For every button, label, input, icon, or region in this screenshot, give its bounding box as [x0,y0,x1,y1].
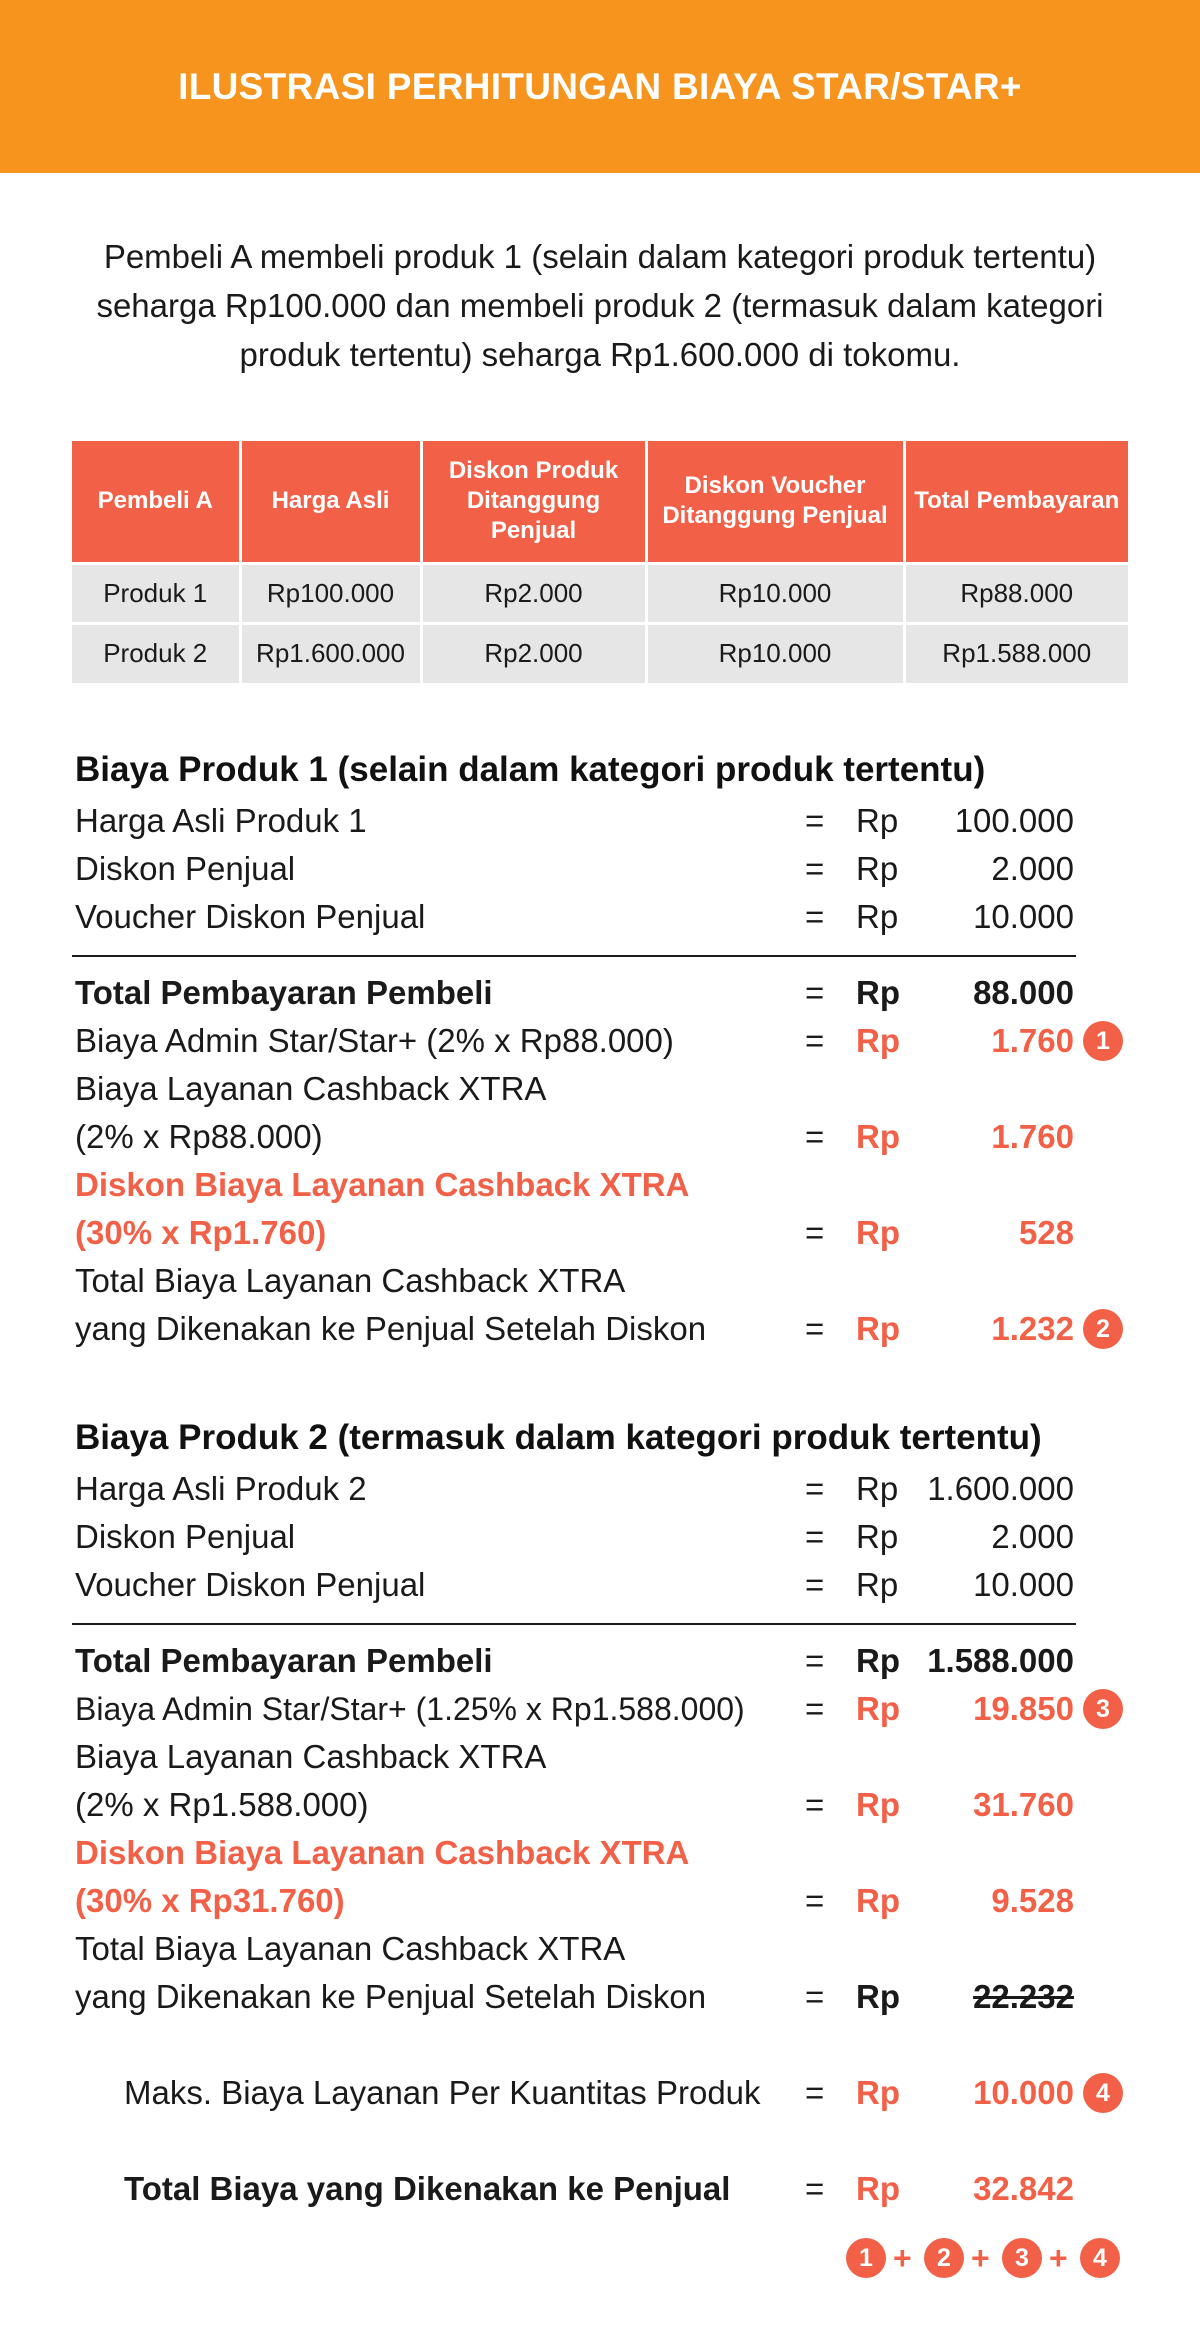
equals-sign: = [805,1118,825,1155]
s2-total-value: 1.588.000 [927,1642,1074,1679]
step-badge-4: 4 [1083,2073,1123,2113]
equals-sign: = [805,1470,825,1507]
formula-plus: + [971,2240,990,2276]
s2-setelah-row2 [0,1973,1200,2021]
s1-diskonlayanan-label1: Diskon Biaya Layanan Cashback XTRA [75,1166,690,1203]
equals-sign: = [805,974,825,1011]
table-cell: Rp2.000 [421,623,646,683]
formula-plus: + [1049,2240,1068,2276]
s1-layanan-row2 [0,1113,1200,1161]
step-badge-1: 1 [1083,1021,1123,1061]
equals-sign: = [805,1566,825,1603]
s2-layanan-label1: Biaya Layanan Cashback XTRA [75,1738,547,1775]
currency-label: Rp [856,974,900,1011]
s2-admin-value: 19.850 [973,1690,1074,1727]
s1-setelah-label1: Total Biaya Layanan Cashback XTRA [75,1262,626,1299]
s2-voucher-label: Voucher Diskon Penjual [75,1566,426,1603]
currency-label: Rp [856,1882,900,1919]
table-cell: Rp100.000 [240,563,421,623]
grand-total-value: 32.842 [973,2170,1074,2207]
s1-diskon-label: Diskon Penjual [75,850,296,887]
s1-harga-value: 100.000 [954,802,1074,839]
table-cell: Produk 2 [72,623,240,683]
s2-diskonlayanan-value: 9.528 [991,1882,1074,1919]
s2-diskon-row [0,1513,1200,1561]
s1-diskonlayanan-value: 528 [1018,1214,1074,1251]
s2-harga-row [0,1465,1200,1513]
s2-maks-label: Maks. Biaya Layanan Per Kuantitas Produk [124,2074,761,2111]
currency-label: Rp [856,802,899,839]
s1-total-value: 88.000 [973,974,1074,1011]
currency-label: Rp [856,850,899,887]
s2-total-row [0,1637,1200,1685]
col-header-total: Total Pembayaran [904,441,1128,563]
s1-diskonlayanan-row2 [0,1209,1200,1257]
s1-total-row [0,969,1200,1017]
currency-label: Rp [856,2074,900,2111]
s2-setelah-row1 [0,1925,1200,1973]
s1-diskon-row [0,845,1200,893]
currency-label: Rp [856,1470,899,1507]
s1-layanan-label1: Biaya Layanan Cashback XTRA [75,1070,547,1107]
s1-admin-row [0,1017,1200,1065]
s1-layanan-label2: (2% x Rp88.000) [75,1118,323,1155]
table-cell: Rp10.000 [646,563,904,623]
s2-admin-row [0,1685,1200,1733]
s2-harga-label: Harga Asli Produk 2 [75,1470,367,1507]
s2-diskonlayanan-label1: Diskon Biaya Layanan Cashback XTRA [75,1834,690,1871]
table-header-row [72,441,1128,563]
formula-plus: + [893,2240,912,2276]
currency-label: Rp [856,1518,899,1555]
s1-diskon-value: 2.000 [991,850,1074,887]
equals-sign: = [805,2170,825,2207]
s2-diskonlayanan-label2: (30% x Rp31.760) [75,1882,345,1919]
s1-harga-label: Harga Asli Produk 1 [75,802,367,839]
s2-voucher-row [0,1561,1200,1609]
equals-sign: = [805,1690,825,1727]
col-header-pembeli: Pembeli A [72,441,240,563]
s2-setelah-label1: Total Biaya Layanan Cashback XTRA [75,1930,626,1967]
s2-layanan-label2: (2% x Rp1.588.000) [75,1786,369,1823]
col-header-diskon-voucher: Diskon Voucher Ditanggung Penjual [646,441,904,563]
equals-sign: = [805,1978,825,2015]
equals-sign: = [805,2074,825,2111]
s2-maks-row [0,2069,1200,2117]
formula-badge-1: 1 [846,2238,886,2278]
col-header-diskon-produk: Diskon Produk Ditanggung Penjual [421,441,646,563]
header-banner [0,0,1200,173]
s2-voucher-value: 10.000 [973,1566,1074,1603]
equals-sign: = [805,1022,825,1059]
grand-total-row [0,2165,1200,2213]
col-header-harga-asli: Harga Asli [240,441,421,563]
equals-sign: = [805,1642,825,1679]
s2-total-label: Total Pembayaran Pembeli [75,1642,493,1679]
s2-layanan-row2 [0,1781,1200,1829]
s1-setelah-row1 [0,1257,1200,1305]
s1-diskonlayanan-row1 [0,1161,1200,1209]
currency-label: Rp [856,1566,899,1603]
s1-harga-row [0,797,1200,845]
s2-setelah-label2: yang Dikenakan ke Penjual Setelah Diskon [75,1978,707,2015]
table-cell: Rp2.000 [421,563,646,623]
table-cell: Rp10.000 [646,623,904,683]
s1-layanan-value: 1.760 [991,1118,1074,1155]
currency-label: Rp [856,1978,900,2015]
intro-text: Pembeli A membeli produk 1 (selain dalam kategori produk tertentu) seharga Rp100.000 dan membeli produk 2 (termasuk dalam kategori produk tertentu) seharga Rp1.600.000 di tokomu. [96,238,1104,373]
section2-title: Biaya Produk 2 (termasuk dalam kategori produk tertentu) [75,1418,1042,1457]
equals-sign: = [805,850,825,887]
step-badge-3: 3 [1083,1689,1123,1729]
grand-total-label: Total Biaya yang Dikenakan ke Penjual [124,2170,731,2207]
s2-maks-value: 10.000 [973,2074,1074,2111]
s1-setelah-row2 [0,1305,1200,1353]
s1-voucher-row [0,893,1200,941]
section1-divider [72,955,1076,957]
currency-label: Rp [856,1690,900,1727]
page-title: ILUSTRASI PERHITUNGAN BIAYA STAR/STAR+ [178,65,1022,107]
s2-harga-value: 1.600.000 [927,1470,1074,1507]
equals-sign: = [805,1214,825,1251]
currency-label: Rp [856,1022,900,1059]
purchase-table [72,441,1128,683]
s1-voucher-value: 10.000 [973,898,1074,935]
s1-admin-value: 1.760 [991,1022,1074,1059]
formula-badge-4: 4 [1080,2238,1120,2278]
s2-diskon-label: Diskon Penjual [75,1518,296,1555]
s2-diskon-value: 2.000 [991,1518,1074,1555]
table-cell: Rp88.000 [904,563,1128,623]
s1-total-label: Total Pembayaran Pembeli [75,974,493,1011]
s1-admin-label: Biaya Admin Star/Star+ (2% x Rp88.000) [75,1022,674,1059]
table-row [72,623,1128,683]
table-cell: Rp1.600.000 [240,623,421,683]
s2-diskonlayanan-row1 [0,1829,1200,1877]
equals-sign: = [805,1786,825,1823]
currency-label: Rp [856,1310,900,1347]
table-row [72,563,1128,623]
s2-admin-label: Biaya Admin Star/Star+ (1.25% x Rp1.588.000) [75,1691,745,1727]
s1-setelah-label2: yang Dikenakan ke Penjual Setelah Diskon [75,1310,707,1347]
equals-sign: = [805,1882,825,1919]
formula-badge-2: 2 [924,2238,964,2278]
currency-label: Rp [856,2170,900,2207]
currency-label: Rp [856,1214,900,1251]
step-badge-2: 2 [1083,1309,1123,1349]
s1-setelah-value: 1.232 [991,1310,1074,1347]
table-cell: Rp1.588.000 [904,623,1128,683]
s2-layanan-value: 31.760 [973,1786,1074,1823]
currency-label: Rp [856,1642,900,1679]
s1-diskonlayanan-label2: (30% x Rp1.760) [75,1214,327,1251]
equals-sign: = [805,1310,825,1347]
s1-voucher-label: Voucher Diskon Penjual [75,898,426,935]
currency-label: Rp [856,898,899,935]
s2-setelah-value-struck: 22.232 [973,1978,1074,2015]
section1-title: Biaya Produk 1 (selain dalam kategori produk tertentu) [75,750,986,789]
s1-layanan-row1 [0,1065,1200,1113]
equals-sign: = [805,802,825,839]
formula-badge-3: 3 [1002,2238,1042,2278]
equals-sign: = [805,1518,825,1555]
table-cell: Produk 1 [72,563,240,623]
s2-diskonlayanan-row2 [0,1877,1200,1925]
currency-label: Rp [856,1786,900,1823]
s2-layanan-row1 [0,1733,1200,1781]
currency-label: Rp [856,1118,900,1155]
equals-sign: = [805,898,825,935]
section2-divider [72,1623,1076,1625]
